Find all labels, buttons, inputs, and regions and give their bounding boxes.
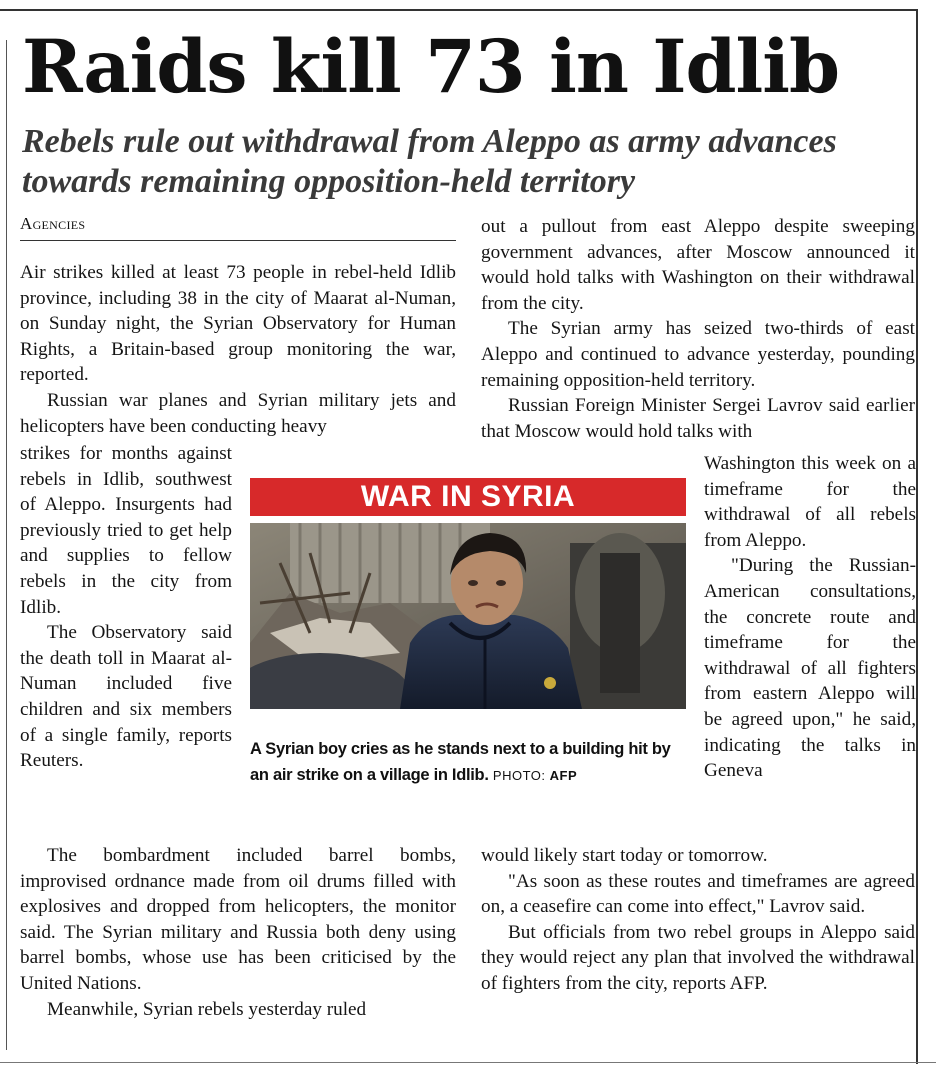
subheadline: Rebels rule out withdrawal from Aleppo as army advances towards remaining opposition-held territory xyxy=(22,123,837,200)
credit-source: AFP xyxy=(549,768,578,783)
paragraph: The Observatory said the death toll in Maarat al-Numan included five children and six members of a single family, reports Reuters. xyxy=(20,622,232,772)
paragraph: But officials from two rebel groups in Aleppo said they would reject any plan that involved the withdrawal of fighters from the city, reports AFP. xyxy=(481,921,915,994)
column-2-wrap xyxy=(704,451,916,784)
paragraph: Air strikes killed at least 73 people in rebel-held Idlib province, including 38 in the city of Maarat al-Numan, on Sunday night, the Syrian Observatory for Human Rights, a Britain-based group monitoring the war, reported. xyxy=(20,262,456,386)
column-2 xyxy=(481,214,915,444)
headline: Raids kill 73 in Idlib xyxy=(22,24,840,110)
paragraph: Meanwhile, Syrian rebels yesterday ruled xyxy=(47,998,367,1020)
credit-label: PHOTO: xyxy=(492,768,546,783)
photo-illustration xyxy=(250,523,686,709)
news-photo xyxy=(250,523,686,709)
paragraph: strikes for months against rebels in Idlib, southwest of Aleppo. Insurgents had previously tried to get help and supplies to fellow rebels in the city from Idlib. xyxy=(20,443,232,618)
top-rule xyxy=(0,9,916,11)
section-banner: WAR IN SYRIA xyxy=(250,478,686,516)
paragraph: "As soon as these routes and timeframes are agreed on, a ceasefire can come into effect," Lavrov said. xyxy=(481,870,915,918)
left-rule xyxy=(6,40,7,1050)
paragraph: Washington this week on a timeframe for the withdrawal of all rebels from Aleppo. xyxy=(704,453,916,551)
column-1-wrap xyxy=(20,441,232,774)
column-1 xyxy=(20,260,456,439)
photo-box xyxy=(250,478,686,808)
caption-text: A Syrian boy cries as he stands next to a building hit by an air strike on a village in Idlib. xyxy=(250,740,671,784)
column-2-bottom xyxy=(481,843,915,997)
bottom-rule xyxy=(0,1062,936,1063)
paragraph: Russian war planes and Syrian military jets and helicopters have been conducting heavy xyxy=(20,389,456,437)
byline: Agencies xyxy=(20,214,456,241)
photo-caption xyxy=(250,736,686,789)
paragraph: "During the Russian-American consultations, the concrete route and timeframe for the withdrawal of all fighters from eastern Aleppo will be agreed upon," he said, indicating the talks in Geneva xyxy=(704,555,916,782)
column-1-bottom xyxy=(20,843,456,1022)
paragraph: Russian Foreign Minister Sergei Lavrov said earlier that Moscow would hold talks with xyxy=(481,395,915,442)
photo-credit xyxy=(493,768,577,783)
paragraph: would likely start today or tomorrow. xyxy=(481,845,768,866)
paragraph: out a pullout from east Aleppo despite sweeping government advances, after Moscow announced it would hold talks with Washington on their withdrawal from the city. xyxy=(481,216,915,314)
paragraph: The bombardment included barrel bombs, improvised ordnance made from oil drums filled with explosives and dropped from helicopters, the monitor said. The Syrian military and Russia both deny using barrel bombs, whose use has been criticised by the United Nations. xyxy=(20,845,456,994)
right-rule xyxy=(916,9,918,1064)
paragraph: The Syrian army has seized two-thirds of east Aleppo and continued to advance yesterday, pounding remaining opposition-held territory. xyxy=(481,318,915,391)
